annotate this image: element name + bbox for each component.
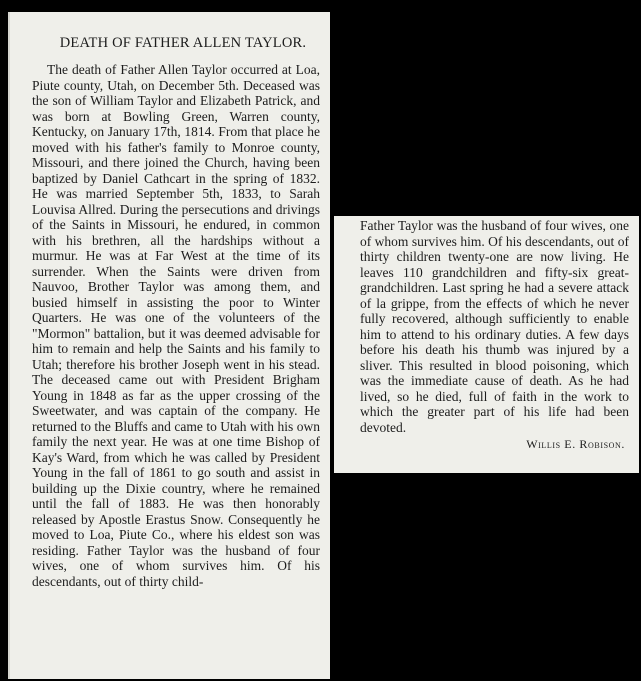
article-body-left: The death of Father Allen Taylor occurred at Loa, Piute county, Utah, on December 5th. Deceased was the son of William Taylor and Elizabeth Patrick, and was born at Bowling Green, Warren county, Kentucky, on January 17th, 1814. From that place he moved with his father's family to Monroe county, Missouri, and there joined the Church, having been baptized by Daniel Cathcart in the spring of 1832. He was married September 5th, 1833, to Sarah Louvisa Allred. During the persecutions and drivings of the Saints in Missouri, he endured, in common with his brethren, all the hardships without a murmur. He was at Far West at the time of its surrender. When the Saints were driven from Nauvoo, Brother Taylor was among them, and busied himself in assisting the poor to Winter Quarters. He was one of the volunteers of the "Mormon" battalion, but it was deemed advisable for him to remain and help the Saints and his family to Utah; therefore his brother Joseph went in his stead. The deceased came out with President Brigham Young in 1848 as far as the upper crossing of the Sweetwater, and was captain of the company. He returned to the Bluffs and came to Utah with his own family the next year. He was at one time Bishop of Kay's Ward, from which he was called by President Young in the fall of 1861 to go south and assist in building up the Dixie country, where he remained until the fall of 1883. He was then honorably released by Apostle Erastus Snow. Consequently he moved to Loa, Piute Co., where his eldest son was residing. Father Taylor was the husband of four wives, one of whom survives him. Of his descendants, out of thirty child- <box>32 62 320 589</box>
clipping-right-column <box>334 216 639 473</box>
author-signature: Willis E. Robison. <box>526 437 625 451</box>
article-body-right: Father Taylor was the husband of four wives, one of whom survives him. Of his descendants, out of thirty children twenty-one are now living. He leaves 110 grandchildren and fifty-six great-grandchildren. Last spring he had a severe attack of la grippe, from the effects of which he never fully recovered, although sufficiently to enable him to attend to his ordinary duties. A few days before his death his thumb was injured by a sliver. This resulted in blood poisoning, which was the immediate cause of death. As he had lived, so he died, full of faith in the work to which the greater part of his life had been devoted. <box>360 218 629 435</box>
left-column-text <box>32 62 320 589</box>
clipping-left-column <box>8 12 330 679</box>
right-column-text <box>360 218 629 435</box>
article-headline: DEATH OF FATHER ALLEN TAYLOR. <box>59 35 307 51</box>
